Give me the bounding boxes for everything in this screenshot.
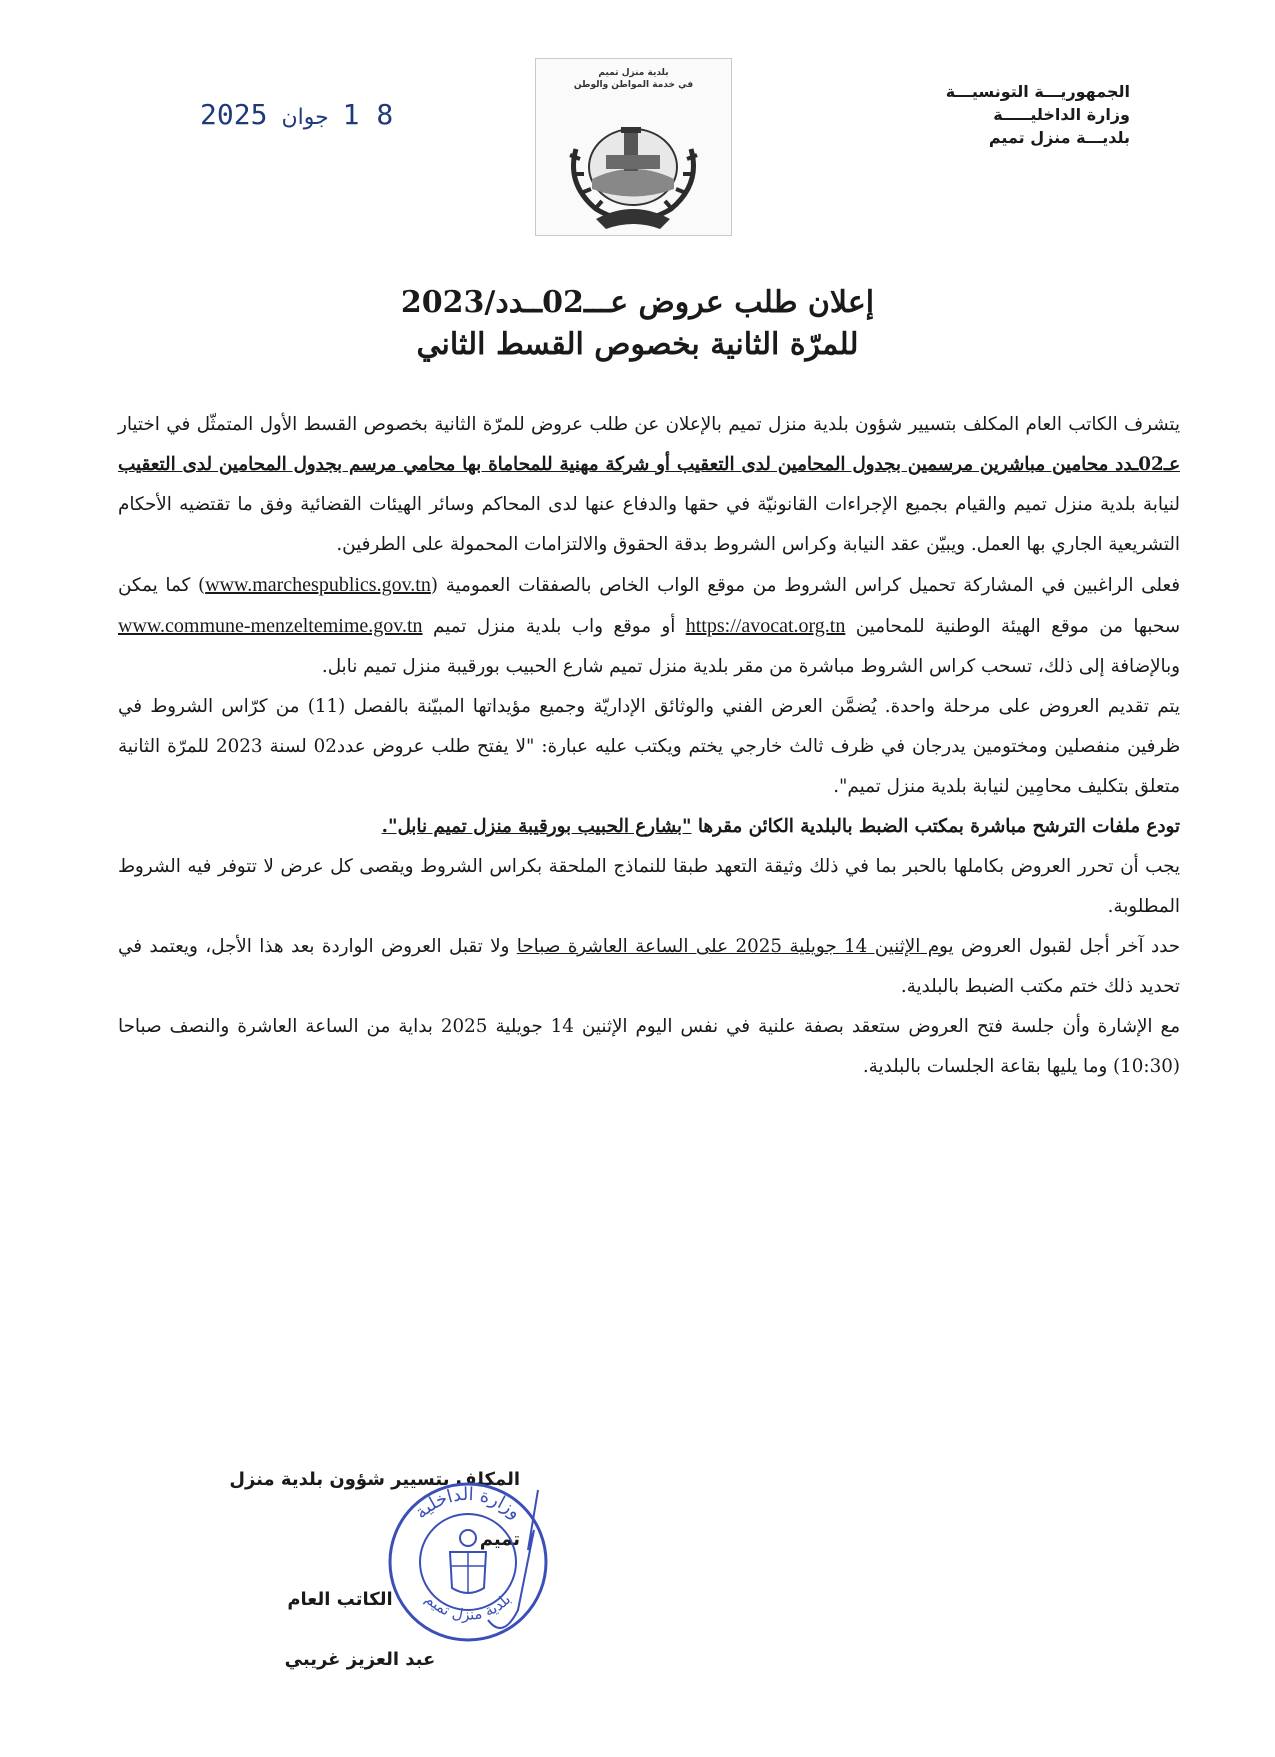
municipality-name: بلديـــة منزل تميم	[988, 128, 1130, 147]
signatory-name: عبد العزيز غريبي	[284, 1649, 436, 1670]
crescent-star-icon	[460, 1530, 476, 1546]
link-commune[interactable]: www.commune-menzeltemime.gov.tn	[118, 615, 423, 637]
paragraph-1: يتشرف الكاتب العام المكلف بتسيير شؤون بلدية منزل تميم بالإعلان عن طلب عروض للمرّة الثانية بخصوص القسط الأول المتمثّل في اختيار عـ02ـدد محامين مباشرين مرسمين بجدول المحامين لدى التعقيب أو شركة مهنية للمحاماة بها محامي مرسم بجدول المحامين لدى التعقيب لنيابة بلدية منزل تميم والقيام بجميع الإجراءات القانونيّة في حقها والدفاع عنها لدى المحاكم وسائر الهيئات القضائية وفق ما تقتضيه الأحكام التشريعية الجاري بها العمل. ويبيّن عقد النيابة وكراس الشروط بدقة الحقوق والالتزامات المحمولة على الطرفين.	[118, 414, 1180, 555]
stamp-bottom-text: بلدية منزل تميم	[421, 1590, 515, 1624]
paragraph-7: مع الإشارة وأن جلسة فتح العروض ستعقد بصفة علنية في نفس اليوم الإثنين 14 جويلية 2025 بداية من الساعة العاشرة والنصف صباحا (10:30) وما يليها بقاعة الجلسات بالبلدية.	[118, 1016, 1181, 1077]
signatory-role: المكلف بتسيير شؤون بلدية منزل تميم	[229, 1469, 520, 1550]
paragraph-4: تودع ملفات الترشح مباشرة بمكتب الضبط بالبلدية الكائن مقرها "بشارع الحبيب بورقيبة منزل تميم نابل".	[381, 816, 1180, 837]
office-address: "بشارع الحبيب بورقيبة منزل تميم نابل".	[381, 816, 692, 837]
paragraph-5: يجب أن تحرر العروض بكاملها بالحبر بما في ذلك وثيقة التعهد طبقا للنماذج الملحقة بكراس الشروط ويقصى كل عرض لا تتوفر فيه الشروط المطلوبة.	[118, 856, 1180, 917]
paragraph-2: فعلى الراغبين في المشاركة تحميل كراس الشروط من موقع الواب الخاص بالصفقات العمومية (www.marchespublics.gov.tn) كما يمكن سحبها من موقع الهيئة الوطنية للمحامين https://avocat.org.tn أو موقع واب بلدية منزل تميم www.commune-menzeltemime.gov.tn وبالإضافة إلى ذلك، تسحب كراس الشروط مباشرة من مقر بلدية منزل تميم شارع الحبيب بورقيبة منزل تميم نابل.	[118, 574, 1181, 677]
letterhead	[946, 80, 1130, 149]
date-day: 1 8	[342, 98, 394, 131]
logo-line1: بلدية منزل تميم	[598, 68, 669, 78]
date-month: جوان	[281, 105, 329, 130]
paragraph-3: يتم تقديم العروض على مرحلة واحدة. يُضمَّن العرض الفني والوثائق الإداريّة وجميع مؤيداتها المبيّنة بالفصل (11) من كرّاس الشروط في ظرفين منفصلين ومختومين يدرجان في ظرف ثالث خارجي يختم ويكتب عليه عبارة: "لا يفتح طلب عروض عدد02 لسنة 2023 للمرّة الثانية متعلق بتكليف محامِين لنيابة بلدية منزل تميم".	[118, 696, 1180, 797]
announcement-body	[118, 405, 1180, 1087]
date-year: 2025	[200, 98, 268, 131]
signatory-title: الكاتب العام	[287, 1589, 393, 1610]
lawyers-requirement: عـ02ـدد محامين مباشرين مرسمين بجدول المحامين لدى التعقيب أو شركة مهنية للمحاماة بها محامي مرسم بجدول المحامين لدى التعقيب	[118, 454, 1180, 475]
official-stamp	[378, 1470, 558, 1650]
municipality-logo	[535, 58, 732, 236]
link-avocat[interactable]: https://avocat.org.tn	[685, 615, 846, 637]
link-marchespublics[interactable]: www.marchespublics.gov.tn	[205, 574, 431, 596]
title-line1: إعلان طلب عروض عـــ02ــدد/2023	[400, 285, 875, 320]
logo-line2: في خدمة المواطن والوطن	[573, 80, 694, 90]
paragraph-6: حدد آخر أجل لقبول العروض يوم الإثنين 14 جويلية 2025 على الساعة العاشرة صباحا ولا تقبل العروض الواردة بعد هذا الأجل، ويعتمد في تحديد ذلك ختم مكتب الضبط بالبلدية.	[118, 936, 1181, 997]
announcement-title	[0, 282, 1275, 366]
title-line2: للمرّة الثانية بخصوص القسط الثاني	[416, 327, 859, 362]
ministry-name: وزارة الداخليـــــة	[993, 105, 1130, 124]
stamp-top-text: وزارة الداخلية	[410, 1483, 526, 1524]
document-date	[200, 98, 393, 131]
republic-name: الجمهوريـــة التونسيـــة	[945, 82, 1130, 101]
deadline: يوم الإثنين 14 جويلية 2025 على الساعة العاشرة صباحا	[516, 936, 954, 957]
